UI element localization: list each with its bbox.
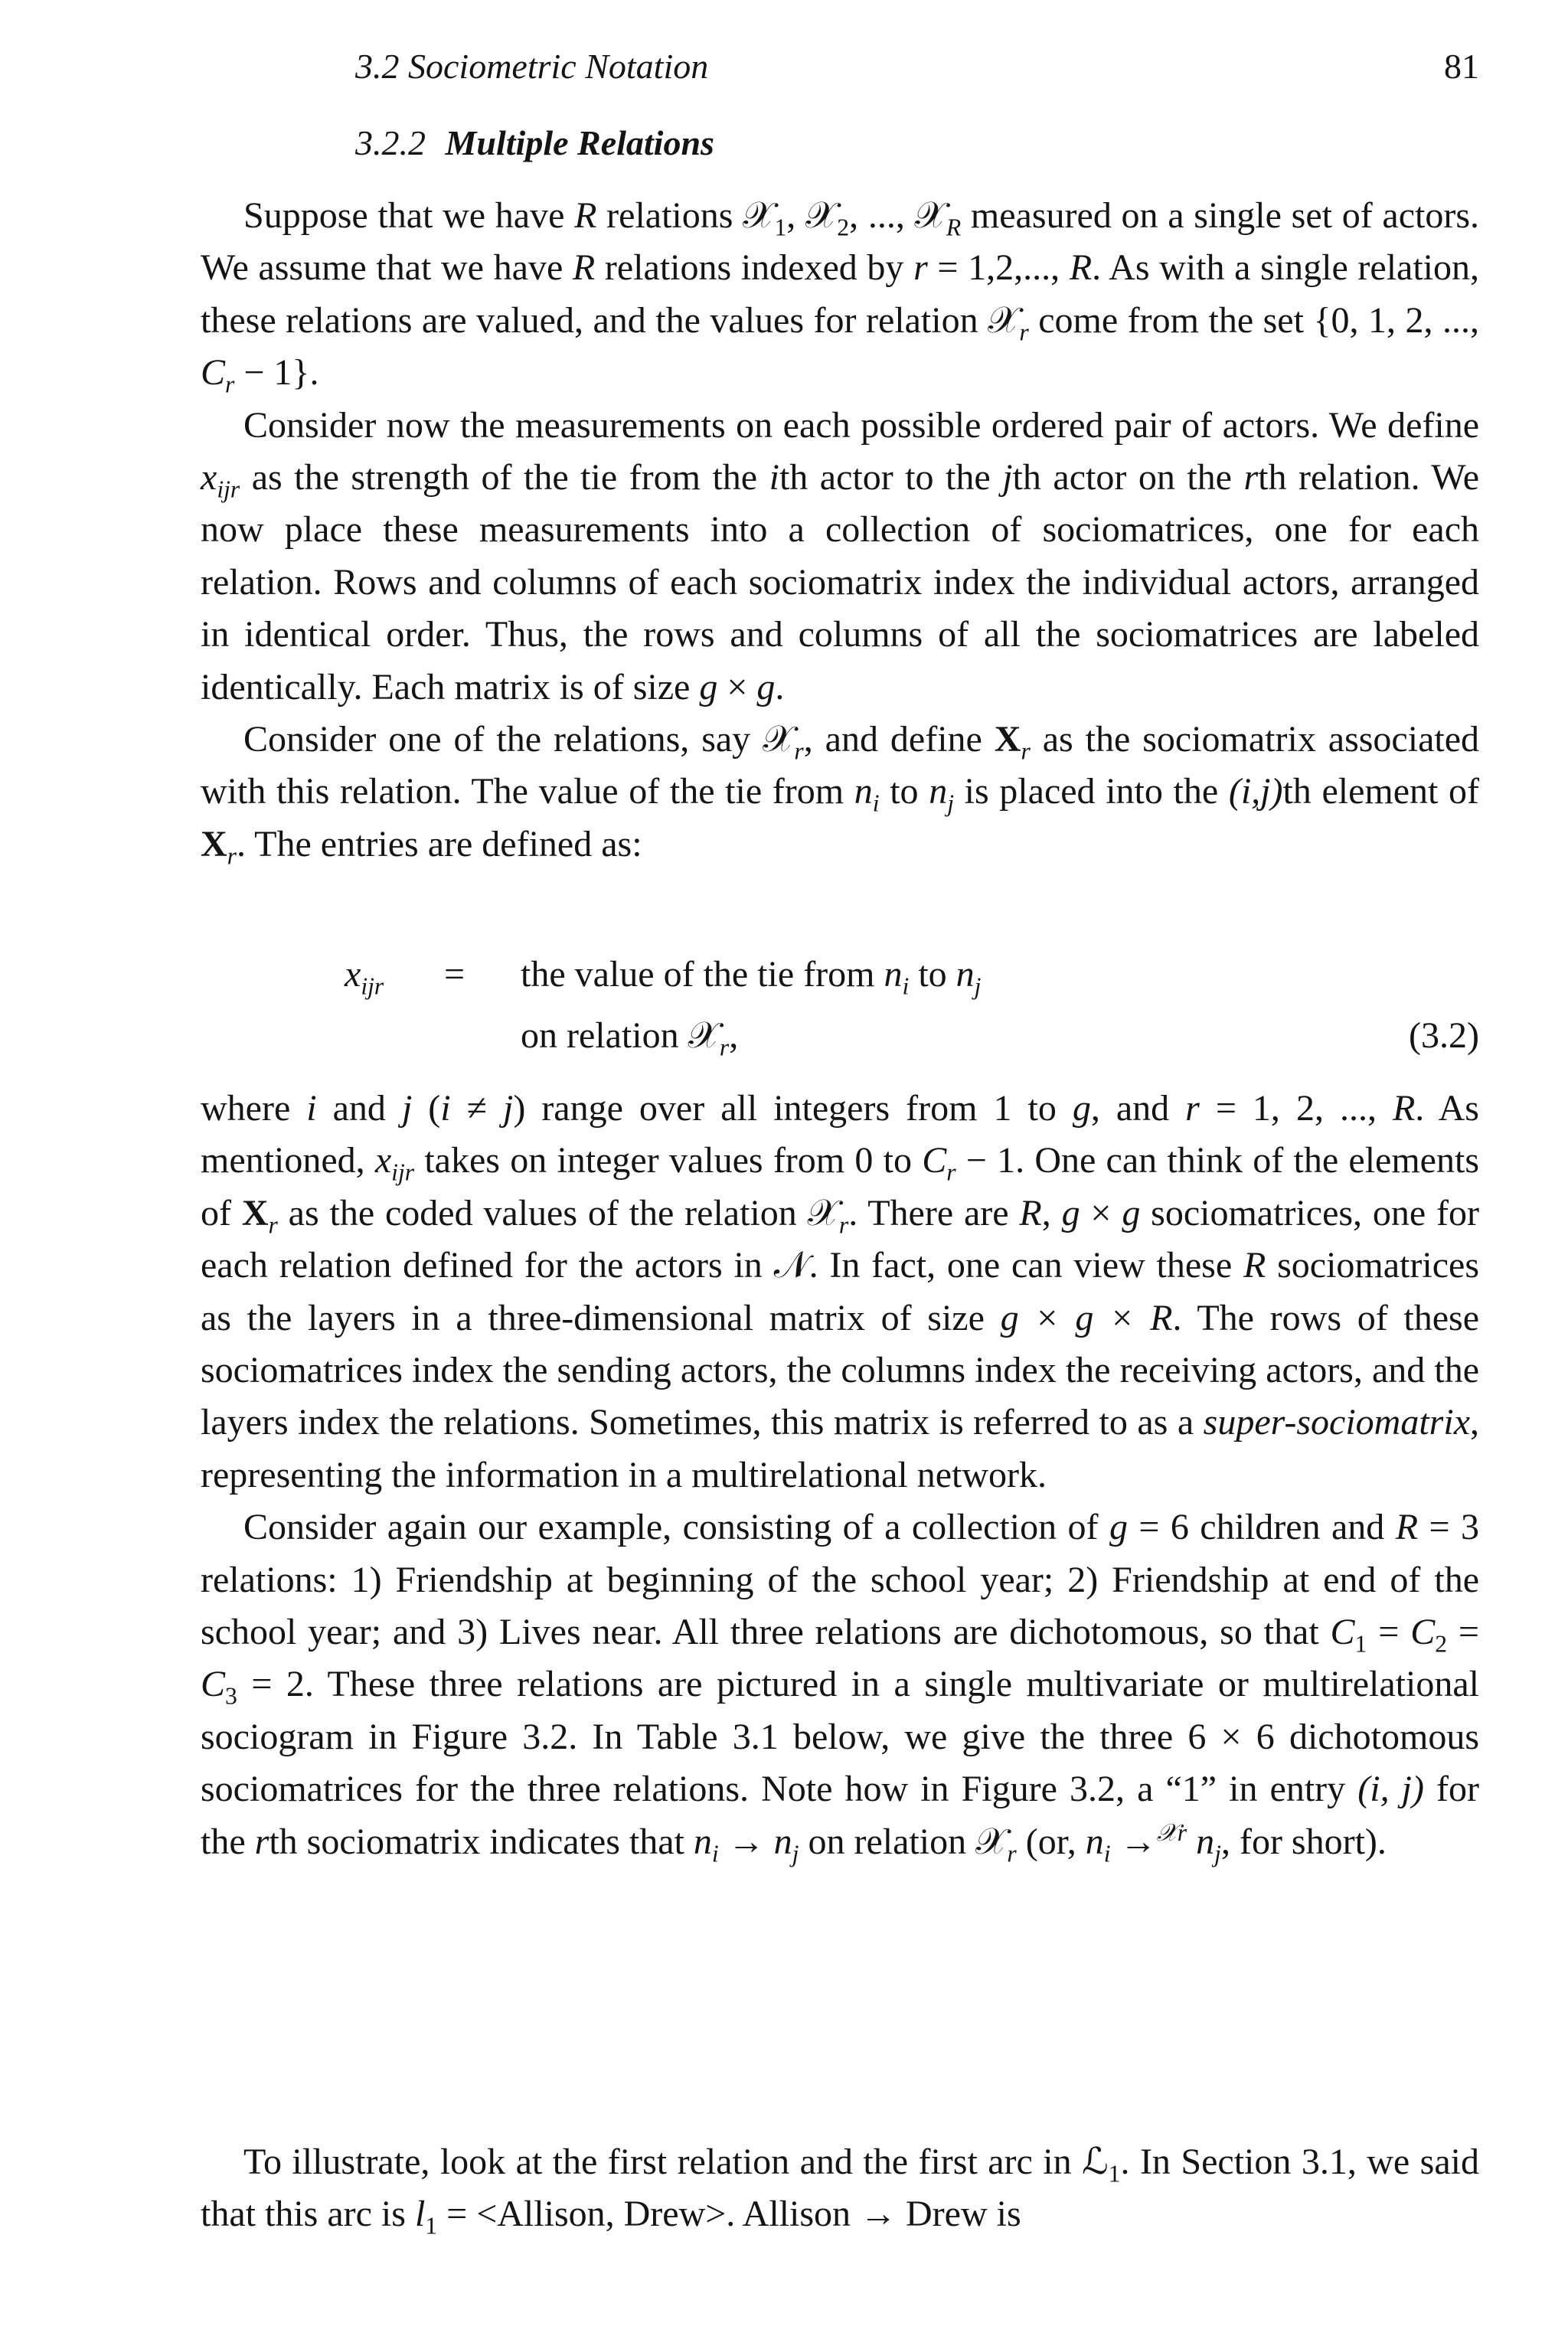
equation-equals: = [444,954,466,995]
section-title: Multiple Relations [445,123,714,162]
paragraph-measurements: Consider now the measurements on each possible ordered pair of actors. We define $x_{ijr}$ as the strength of the tie from the ith actor to the jth actor on the rth relation. We now place these measurements into a collection of sociomatrices, one for each relation. Rows and columns of each sociomatrix index the individual actors, arranged in identical order. Thus, the rows and columns of all the sociomatrices are labeled identically. Each matrix is of size g × g. [201,404,1479,707]
paragraph-example-relations: Consider again our example, consisting of a collection of g = 6 children and R = 3 relations: 1) Friendship at beginning of the school year; 2) Friendship at end of the school year; and 3) Lives near. All three relations are dichotomous, so that $C_1 = C_2 = C_3 = 2$. These three relations are pictured in a single multivariate or multirelational sociogram in Figure 3.2. In Table 3.1 below, we give the three 6 × 6 dichotomous sociomatrices for the three relations. Note how in Figure 3.2, a “1” in entry (i, j) for the rth sociomatrix indicates that $n_i \to n_j$ on relation 𝒳$_r$ (or, $n_i \to^{𝒳r}$ $n_j$, for short). [201,1507,1480,1867]
paragraph-sociomatrix-definition: Consider one of the relations, say 𝒳$_r$, and define $X_r$ as the sociomatrix associated with this relation. The value of the tie from $n_i$ to $n_j$ is placed into the (i,j)th element of $X_r$. The entries are defined as: [201,719,1480,870]
paragraph-equation-explanation: where i and j (i ≠ j) range over all integers from 1 to g, and r = 1, 2, ..., R. As mentioned, $x_{ijr}$ takes on integer values from 0 to $C_r - 1$. One can think of the elements of $X_r$ as the coded values of the relation 𝒳$_r$. There are R, g × g sociomatrices, one for each relation defined for the actors in 𝒩. In fact, one can view these R sociomatrices as the layers in a three-dimensional matrix of size g × g × R. The rows of these sociomatrices index the sending actors, the columns index the receiving actors, and the layers index the relations. Sometimes, this matrix is referred to as a super-sociomatrix, representing the information in a multirelational network. [201,1088,1480,1495]
running-head [355,46,1479,92]
section-number: 3.2.2 [355,123,426,162]
equation-number: (3.2) [1409,1015,1479,1056]
equation-lhs: $x_{ijr}$ [345,954,384,1000]
paragraph-illustration: To illustrate, look at the first relation and the first arc in ℒ$_1$. In Section 3.1, we said that this arc is $l_1$ = <Allison, Drew>. Allison → Drew is [201,2142,1480,2240]
equation-rhs-line-1: the value of the tie from $n_i$ to $n_j$ [521,954,982,1000]
paragraph-relations-intro: Suppose that we have R relations 𝒳$_1$, 𝒳$_2$, ..., 𝒳$_R$ measured on a single set of actors. We assume that we have R relations indexed by r = 1,2,..., R. As with a single relation, these relations are valued, and the values for relation 𝒳$_r$ come from the set {0, 1, 2, ..., $C_r - 1$}. [201,195,1480,398]
body-text-bottom [201,2136,1479,2241]
body-text-middle [201,1083,1479,1868]
equation-rhs-line-2: on relation 𝒳$_r$, [521,1015,739,1061]
running-title: 3.2 Sociometric Notation [355,47,709,86]
display-equation-3-2 [201,953,1479,1076]
page-number: 81 [1444,47,1479,86]
section-heading [355,123,714,163]
body-text-top [201,190,1479,871]
